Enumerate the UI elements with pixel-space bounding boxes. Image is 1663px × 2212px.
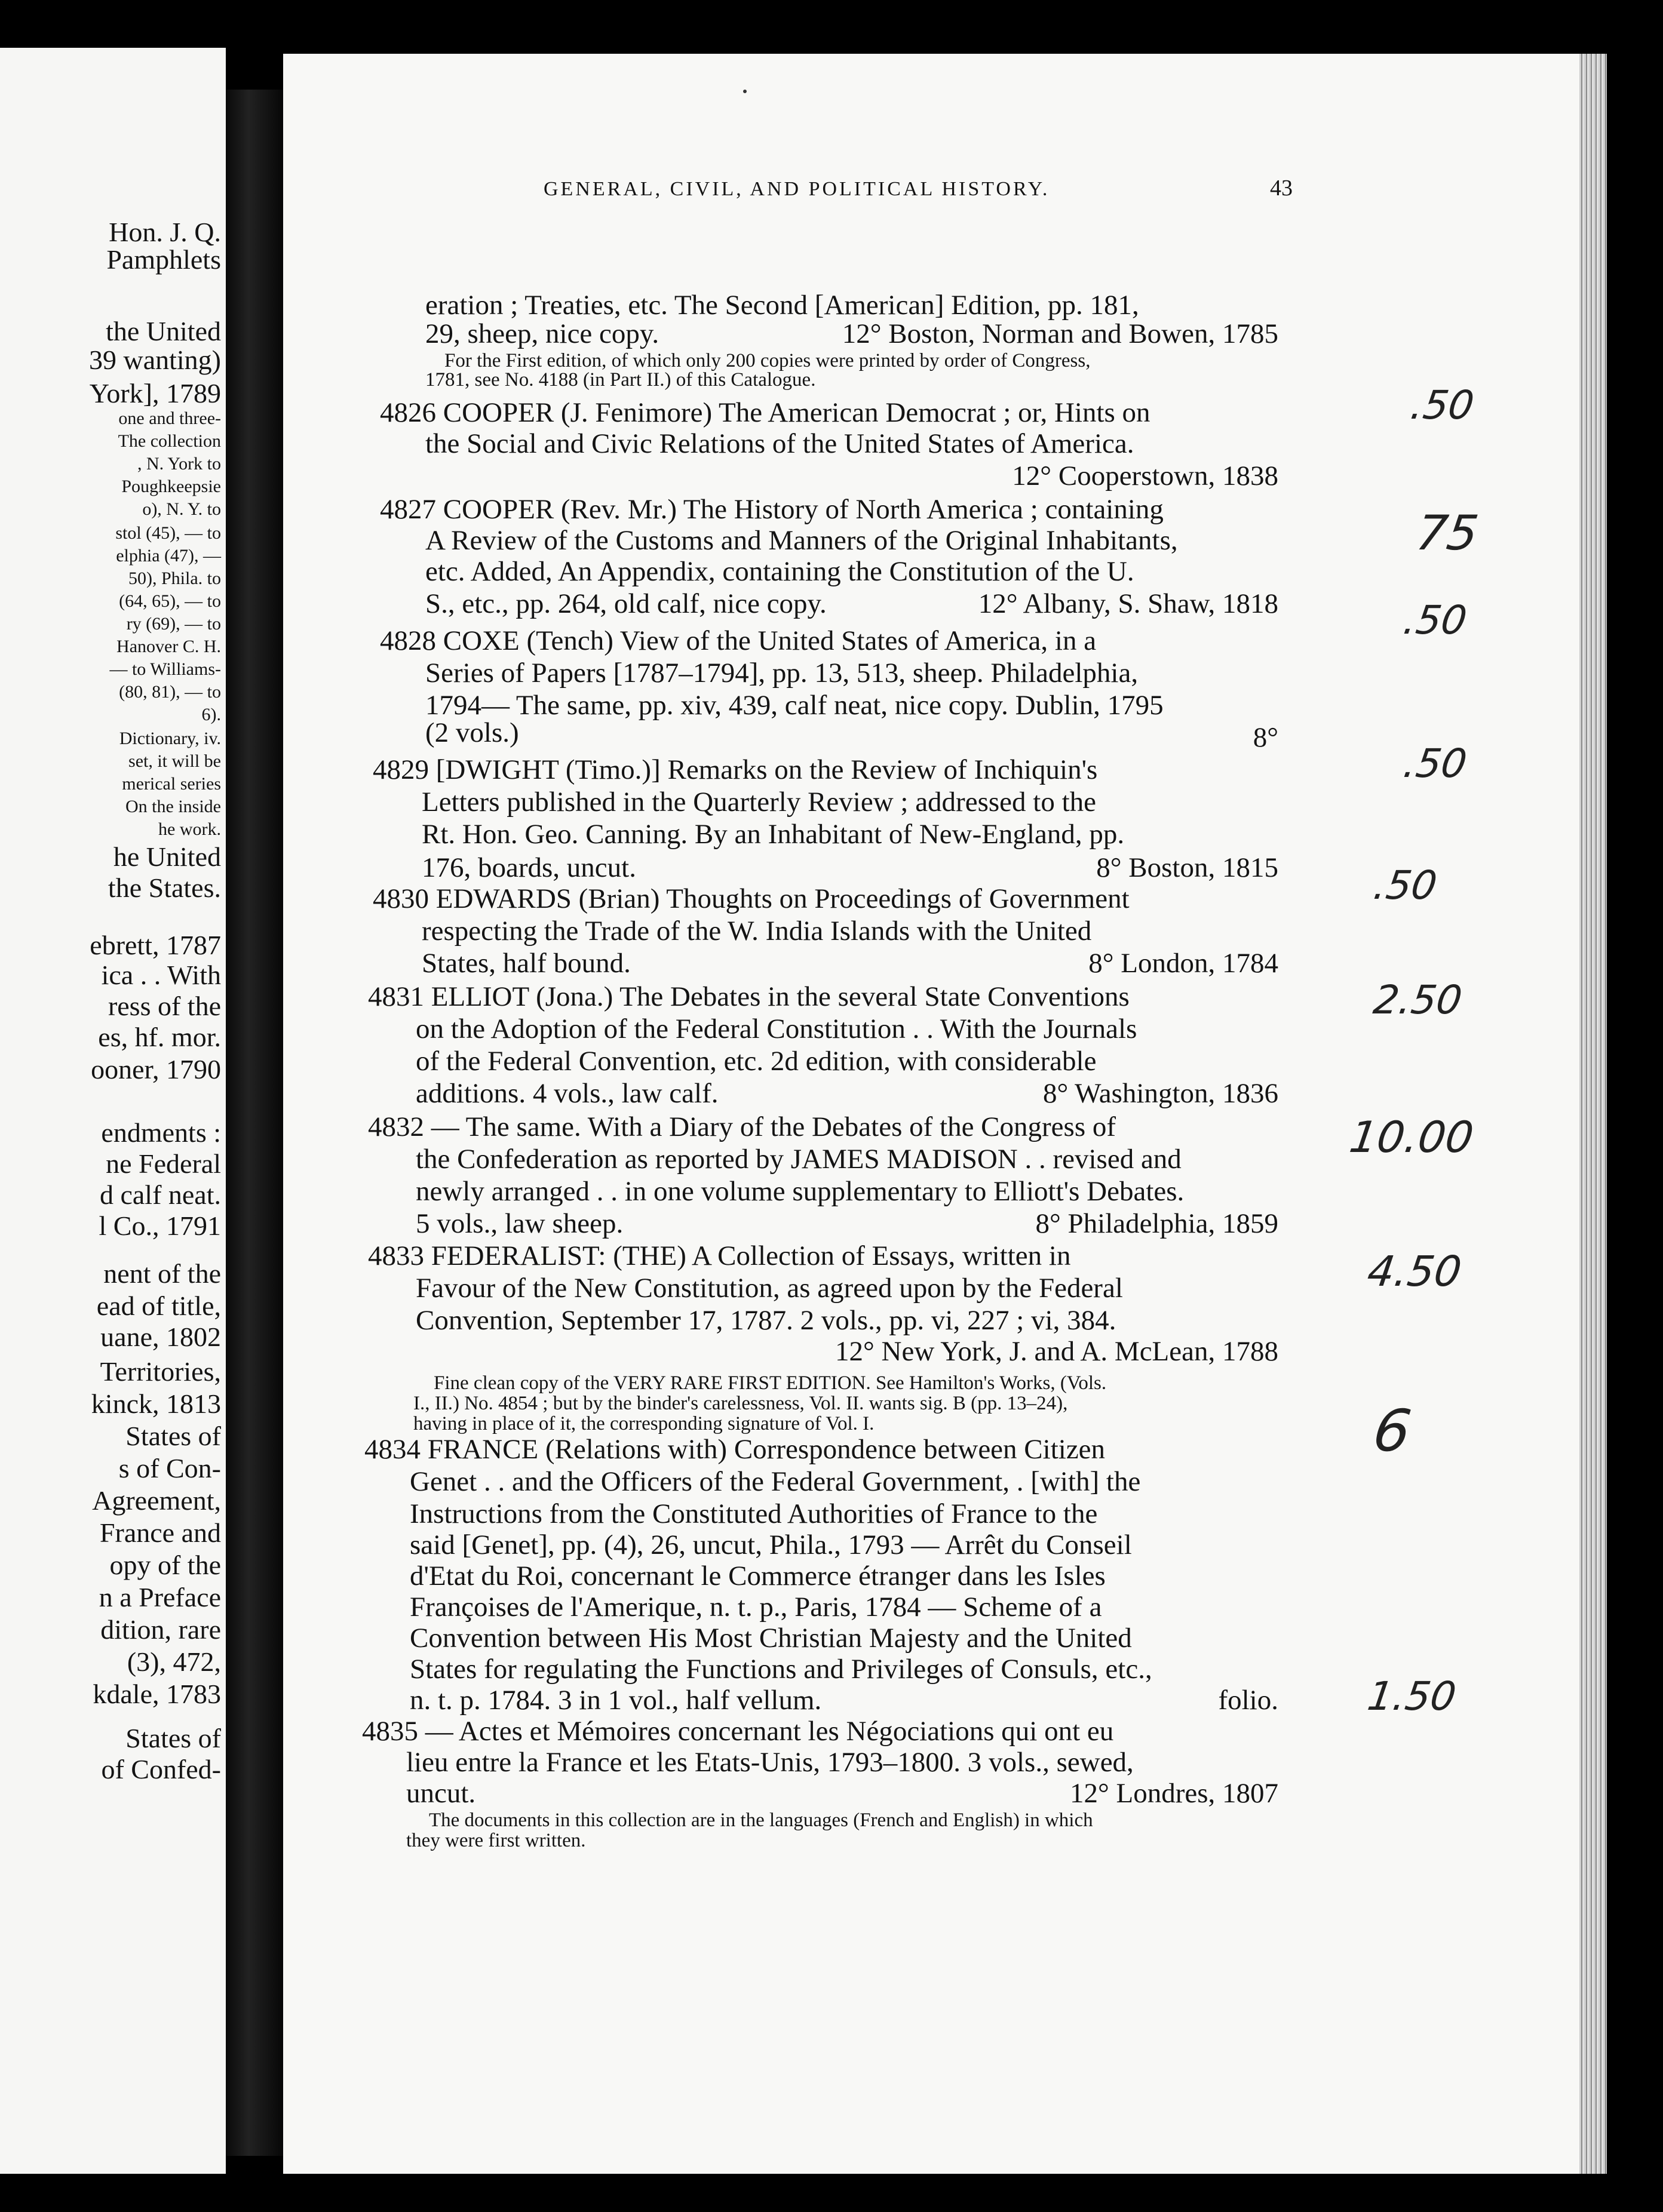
left-page-line: States of (125, 1421, 221, 1451)
entry-format: folio. (1218, 1685, 1278, 1716)
left-page-line: Hanover C. H. (116, 637, 221, 656)
entry-line: Series of Papers [1787–1794], pp. 13, 513, sheep. Philadelphia, (425, 658, 1139, 689)
entry-line: Instructions from the Constituted Authorities of France to the (410, 1498, 1098, 1529)
left-page-line: opy of the (109, 1550, 221, 1580)
left-page-line: d calf neat. (99, 1179, 221, 1210)
left-page-line: stol (45), — to (115, 523, 221, 543)
left-page-line: Dictionary, iv. (119, 729, 221, 748)
left-page-line: (80, 81), — to (119, 682, 221, 702)
running-title: GENERAL, CIVIL, AND POLITICAL HISTORY. (544, 178, 1050, 200)
entry-line: 4831 ELLIOT (Jona.) The Debates in the several State Conventions (368, 981, 1130, 1012)
left-page-line: he work. (158, 819, 221, 839)
entry-line: eration ; Treaties, etc. The Second [American] Edition, pp. 181, (425, 290, 1139, 321)
left-page-line: kinck, 1813 (91, 1388, 221, 1419)
speck (743, 90, 747, 93)
left-page-line: ooner, 1790 (91, 1054, 221, 1085)
left-page-line: uane, 1802 (100, 1322, 221, 1352)
entry-line: said [Genet], pp. (4), 26, uncut, Phila., 1793 — Arrêt du Conseil (410, 1529, 1132, 1560)
left-page-line: 6). (201, 705, 221, 724)
left-page-line: n a Preface (99, 1582, 221, 1612)
entry-imprint: 8° Washington, 1836 (1042, 1078, 1278, 1109)
entry-imprint: 12° New York, J. and A. McLean, 1788 (834, 1336, 1278, 1367)
entry-line: 29, sheep, nice copy. (425, 318, 659, 349)
entry-line: States for regulating the Functions and Privileges of Consuls, etc., (410, 1654, 1152, 1685)
handwritten-price: 10.00 (1346, 1112, 1477, 1162)
entry-line: Convention, September 17, 1787. 2 vols., pp. vi, 227 ; vi, 384. (416, 1305, 1116, 1336)
entry-imprint: 12° Londres, 1807 (1069, 1778, 1278, 1809)
left-page-line: nent of the (103, 1258, 221, 1289)
handwritten-price: .50 (1400, 741, 1470, 787)
entry-line: uncut. (406, 1778, 476, 1809)
entry-line: States, half bound. (422, 948, 631, 979)
left-page-line: Pamphlets (106, 244, 221, 275)
entry-imprint: 8° Philadelphia, 1859 (1035, 1208, 1278, 1239)
left-page-line: elphia (47), — (116, 546, 221, 566)
entry-line: 4833 FEDERALIST: (THE) A Collection of Essays, written in (368, 1240, 1071, 1271)
entry-note: For the First edition, of which only 200 copies were printed by order of Congress, (444, 350, 1091, 371)
left-page-line: States of (125, 1723, 221, 1753)
handwritten-price: 6 (1369, 1397, 1415, 1464)
handwritten-price: .50 (1400, 597, 1470, 643)
entry-line: n. t. p. 1784. 3 in 1 vol., half vellum. (410, 1685, 822, 1716)
left-page-line: Territories, (100, 1356, 221, 1387)
handwritten-price: 2.50 (1370, 977, 1465, 1023)
entry-line: Favour of the New Constitution, as agreed upon by the Federal (416, 1273, 1123, 1304)
page-number: 43 (1270, 176, 1293, 201)
left-page-line: Poughkeepsie (121, 477, 221, 496)
handwritten-price: 4.50 (1364, 1247, 1465, 1296)
left-page-line: 39 wanting) (88, 345, 221, 375)
entry-line: the Confederation as reported by JAMES MADISON . . revised and (416, 1144, 1182, 1175)
left-page-line: kdale, 1783 (93, 1679, 221, 1709)
entry-format: 8° (1253, 722, 1278, 753)
left-page-fragment (0, 48, 226, 2174)
entry-note: The documents in this collection are in the languages (French and English) in which (429, 1809, 1093, 1831)
handwritten-price: 75 (1413, 505, 1482, 561)
left-page-line: he United (113, 841, 221, 872)
entry-line: newly arranged . . in one volume supplementary to Elliott's Debates. (416, 1176, 1185, 1207)
entry-line: 4829 [DWIGHT (Timo.)] Remarks on the Review of Inchiquin's (373, 754, 1098, 785)
left-page-line: , N. York to (137, 454, 221, 474)
entry-note: they were first written. (406, 1830, 586, 1851)
left-page-line: ress of the (108, 991, 221, 1021)
left-page-line: ica . . With (101, 960, 221, 990)
entry-line: A Review of the Customs and Manners of the Original Inhabitants, (425, 525, 1178, 556)
entry-line: 176, boards, uncut. (422, 852, 636, 883)
left-page-line: set, it will be (128, 751, 221, 771)
entry-line: S., etc., pp. 264, old calf, nice copy. (425, 588, 827, 619)
entry-line: the Social and Civic Relations of the United States of America. (425, 428, 1134, 459)
entry-note: having in place of it, the corresponding signature of Vol. I. (413, 1413, 875, 1434)
handwritten-price: .50 (1407, 382, 1477, 428)
entry-line: 1794— The same, pp. xiv, 439, calf neat, nice copy. Dublin, 1795 (425, 690, 1164, 721)
entry-note: Fine clean copy of the VERY RARE FIRST EDITION. See Hamilton's Works, (Vols. (434, 1372, 1107, 1394)
left-page-line: dition, rare (100, 1614, 221, 1645)
left-page-line: of Confed- (101, 1754, 221, 1784)
entry-note: I., II.) No. 4854 ; but by the binder's carelessness, Vol. II. wants sig. B (pp. 13–24), (413, 1393, 1068, 1414)
entry-note: 1781, see No. 4188 (in Part II.) of this Catalogue. (425, 369, 816, 391)
entry-line: lieu entre la France et les Etats-Unis, 1793–1800. 3 vols., sewed, (406, 1747, 1134, 1778)
entry-line: (2 vols.) (425, 717, 519, 748)
entry-line: Françoises de l'Amerique, n. t. p., Paris, 1784 — Scheme of a (410, 1592, 1102, 1623)
page-edges (1579, 54, 1607, 2174)
entry-line: Letters published in the Quarterly Review ; addressed to the (422, 787, 1096, 818)
left-page-line: France and (99, 1517, 221, 1548)
left-page-line: Agreement, (92, 1485, 221, 1516)
entry-line: 5 vols., law sheep. (416, 1208, 624, 1239)
left-page-line: (64, 65), — to (119, 591, 221, 611)
left-page-line: York], 1789 (89, 378, 221, 408)
left-page-line: ebrett, 1787 (90, 930, 221, 960)
entry-imprint: 12° Cooperstown, 1838 (1012, 460, 1278, 491)
left-page-line: (3), 472, (127, 1646, 221, 1677)
left-page-line: The collection (118, 431, 221, 451)
entry-line: etc. Added, An Appendix, containing the Constitution of the U. (425, 556, 1134, 587)
left-page-line: the States. (108, 872, 221, 903)
left-page-line: endments : (101, 1117, 221, 1148)
entry-imprint: 8° Boston, 1815 (1096, 852, 1278, 883)
entry-line: 4830 EDWARDS (Brian) Thoughts on Proceedings of Government (373, 883, 1130, 914)
handwritten-price: .50 (1370, 862, 1440, 908)
left-page-line: es, hf. mor. (98, 1022, 221, 1052)
left-page-line: o), N. Y. to (142, 499, 221, 519)
entry-line: 4832 — The same. With a Diary of the Debates of the Congress of (368, 1111, 1116, 1142)
entry-line: respecting the Trade of the W. India Islands with the United (422, 915, 1092, 947)
left-page-line: one and three- (118, 408, 221, 428)
left-page-line: l Co., 1791 (99, 1211, 221, 1241)
left-page-line: — to Williams- (109, 659, 221, 679)
left-page-line: Hon. J. Q. (109, 217, 221, 247)
entry-line: 4828 COXE (Tench) View of the United States of America, in a (380, 625, 1097, 656)
left-page-line: On the inside (125, 797, 221, 816)
entry-line: Rt. Hon. Geo. Canning. By an Inhabitant of New-England, pp. (422, 819, 1125, 850)
entry-line: 4827 COOPER (Rev. Mr.) The History of North America ; containing (380, 494, 1164, 525)
entry-line: Convention between His Most Christian Majesty and the United (410, 1623, 1132, 1654)
handwritten-price: 1.50 (1364, 1673, 1459, 1719)
entry-line: Genet . . and the Officers of the Federal Government, . [with] the (410, 1466, 1141, 1497)
entry-line: on the Adoption of the Federal Constitution . . With the Journals (416, 1013, 1137, 1044)
entry-imprint: 8° London, 1784 (1088, 948, 1278, 979)
left-page-line: ne Federal (106, 1148, 221, 1179)
book-gutter-shadow (226, 90, 283, 2156)
entry-line: additions. 4 vols., law calf. (416, 1078, 719, 1109)
entry-line: 4835 — Actes et Mémoires concernant les Négociations qui ont eu (362, 1716, 1114, 1747)
entry-imprint: 12° Boston, Norman and Bowen, 1785 (842, 318, 1278, 349)
entry-line: 4826 COOPER (J. Fenimore) The American Democrat ; or, Hints on (380, 397, 1150, 428)
entry-line: of the Federal Convention, etc. 2d edition, with considerable (416, 1046, 1097, 1077)
left-page-line: the United (106, 316, 221, 346)
entry-line: 4834 FRANCE (Relations with) Correspondence between Citizen (364, 1434, 1106, 1465)
left-page-line: s of Con- (118, 1453, 221, 1483)
entry-line: d'Etat du Roi, concernant le Commerce étranger dans les Isles (410, 1560, 1106, 1592)
left-page-line: 50), Phila. to (128, 569, 221, 588)
left-page-line: ead of title, (96, 1291, 221, 1321)
left-page-line: merical series (122, 774, 221, 794)
entry-imprint: 12° Albany, S. Shaw, 1818 (978, 588, 1278, 619)
left-page-line: ry (69), — to (126, 614, 221, 634)
